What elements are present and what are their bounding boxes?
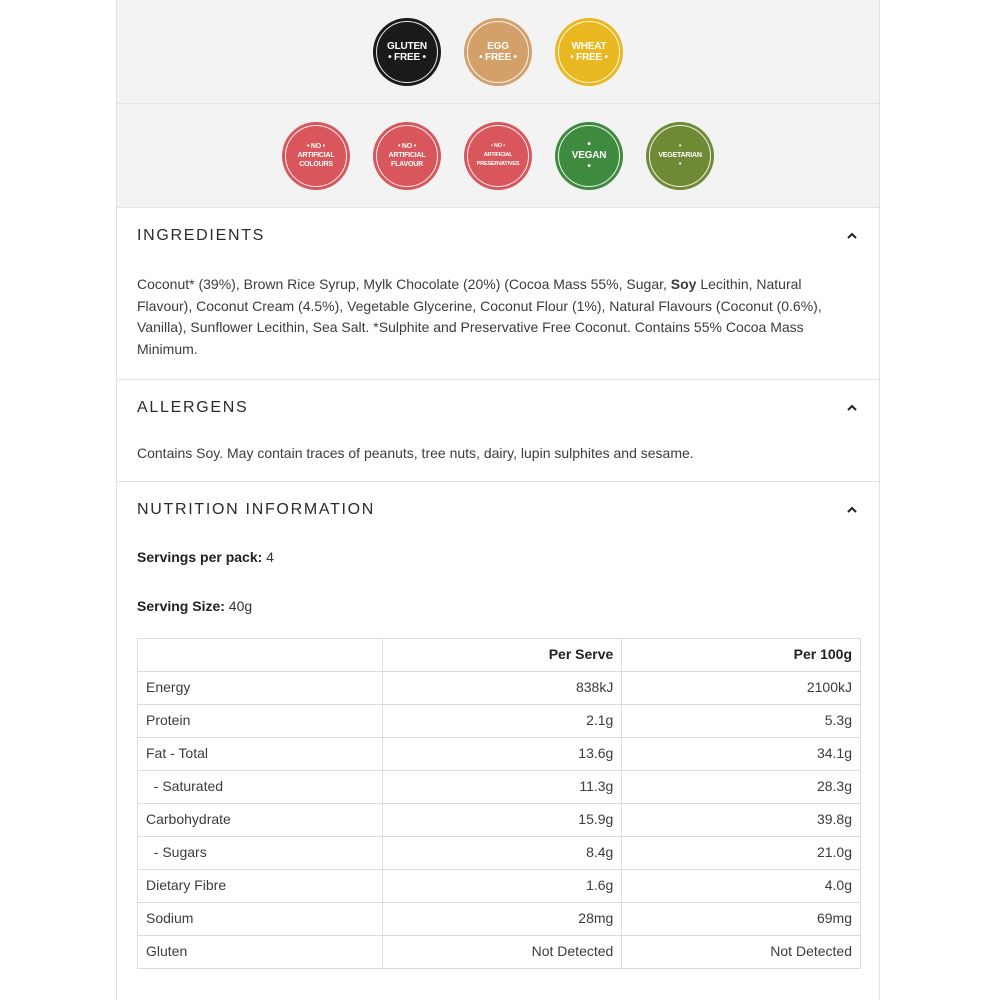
ingredients-header[interactable]: [117, 208, 879, 264]
nutrition-table: [137, 638, 861, 969]
table-row: [138, 803, 861, 836]
serving-size-value: 40g: [224, 598, 253, 614]
allergens-section: [117, 380, 879, 482]
vegetarian-badge-icon: [646, 122, 714, 190]
nutrition-title: NUTRITION INFORMATION: [137, 500, 376, 518]
egg-free-badge-icon: [464, 18, 532, 86]
per-serve-value: 28mg: [382, 902, 622, 935]
nutrition-table-header: [138, 638, 861, 671]
nutrition-section: [117, 482, 879, 969]
table-row: [138, 869, 861, 902]
per-serve-value: 13.6g: [382, 737, 622, 770]
table-row: [138, 704, 861, 737]
nutrient-name: Carbohydrate: [138, 803, 383, 836]
ingredients-text-end: Lecithin, Natural Flavour), Coconut Cream (4.5%), Vegetable Glycerine, Coconut Flour (1%), Natural Flavours (Coconut (0.6%), Vanilla), Sunflower Lecithin, Sea Salt. *Sulphite and Preservative Free Coconut. Contains 55% Cocoa Mass Minimum.: [137, 276, 822, 357]
per-100g-value: 28.3g: [622, 770, 861, 803]
badge-label: • NO • ARTIFICIAL PRESERVATIVES: [476, 143, 520, 167]
allergens-header[interactable]: [117, 380, 879, 436]
servings-label: Servings per pack:: [137, 548, 263, 565]
per-serve-value: 2.1g: [382, 704, 622, 737]
badge-label: EGG • FREE •: [479, 40, 517, 63]
table-row: [138, 902, 861, 935]
per-serve-value: 1.6g: [382, 869, 622, 902]
allergens-text: Contains Soy. May contain traces of peanuts, tree nuts, dairy, lupin sulphites and sesame.: [137, 445, 694, 461]
table-row: [138, 836, 861, 869]
no-artificial-flavour-badge-icon: [373, 122, 441, 190]
nutrient-name: Energy: [138, 671, 383, 704]
product-info-panel: [116, 0, 880, 1000]
nutrition-header[interactable]: [117, 482, 879, 538]
ingredients-section: [117, 208, 879, 380]
per-serve-value: Not Detected: [382, 935, 622, 968]
nutrient-name: Protein: [138, 704, 383, 737]
per-100g-value: Not Detected: [622, 935, 861, 968]
per-100g-value: 5.3g: [622, 704, 861, 737]
ingredients-text-start: Coconut* (39%), Brown Rice Syrup, Mylk Chocolate (20%) (Cocoa Mass 55%, Sugar,: [137, 276, 671, 292]
servings-per-pack: [137, 538, 859, 569]
gluten-free-badge-icon: [373, 18, 441, 86]
servings-value: 4: [262, 548, 274, 565]
ingredients-text: [117, 264, 879, 379]
ingredients-allergen-highlight: Soy: [670, 276, 697, 292]
chevron-up-icon[interactable]: [845, 503, 859, 517]
header-nutrient: [138, 638, 383, 671]
header-per-serve: Per Serve: [382, 638, 622, 671]
no-artificial-preservatives-badge-icon: [464, 122, 532, 190]
per-100g-value: 2100kJ: [622, 671, 861, 704]
nutrient-name: Sodium: [138, 902, 383, 935]
additive-badges-row: [117, 104, 879, 208]
nutrient-name: - Sugars: [138, 836, 383, 869]
nutrient-name: Gluten: [138, 935, 383, 968]
no-artificial-colours-badge-icon: [282, 122, 350, 190]
per-serve-value: 15.9g: [382, 803, 622, 836]
table-row: [138, 935, 861, 968]
badge-label: • NO • ARTIFICIAL COLOURS: [297, 143, 335, 168]
per-100g-value: 4.0g: [622, 869, 861, 902]
chevron-up-icon[interactable]: [845, 401, 859, 415]
nutrient-name: Fat - Total: [138, 737, 383, 770]
per-100g-value: 69mg: [622, 902, 861, 935]
per-100g-value: 21.0g: [622, 836, 861, 869]
per-100g-value: 39.8g: [622, 803, 861, 836]
ingredients-title: INGREDIENTS: [137, 227, 266, 244]
dietary-badges-row: [117, 0, 879, 104]
per-100g-value: 34.1g: [622, 737, 861, 770]
nutrient-name: - Saturated: [138, 770, 383, 803]
table-row: [138, 770, 861, 803]
header-per-100g: Per 100g: [622, 638, 861, 671]
badge-label: GLUTEN • FREE •: [387, 40, 427, 63]
chevron-up-icon[interactable]: [845, 229, 859, 243]
table-row: [138, 671, 861, 704]
table-row: [138, 737, 861, 770]
badge-label: • VEGAN •: [571, 139, 607, 172]
per-serve-value: 11.3g: [382, 770, 622, 803]
per-serve-value: 838kJ: [382, 671, 622, 704]
wheat-free-badge-icon: [555, 18, 623, 86]
vegan-badge-icon: [555, 122, 623, 190]
serving-size: [137, 568, 859, 618]
badge-label: • NO • ARTIFICIAL FLAVOUR: [388, 143, 426, 168]
badge-label: • VEGETARIAN •: [658, 143, 702, 168]
per-serve-value: 8.4g: [382, 836, 622, 869]
serving-size-label: Serving Size:: [137, 598, 225, 614]
nutrient-name: Dietary Fibre: [138, 869, 383, 902]
badge-label: WHEAT • FREE •: [570, 40, 608, 63]
nutrition-body: [117, 538, 879, 969]
allergens-title: ALLERGENS: [137, 399, 249, 416]
